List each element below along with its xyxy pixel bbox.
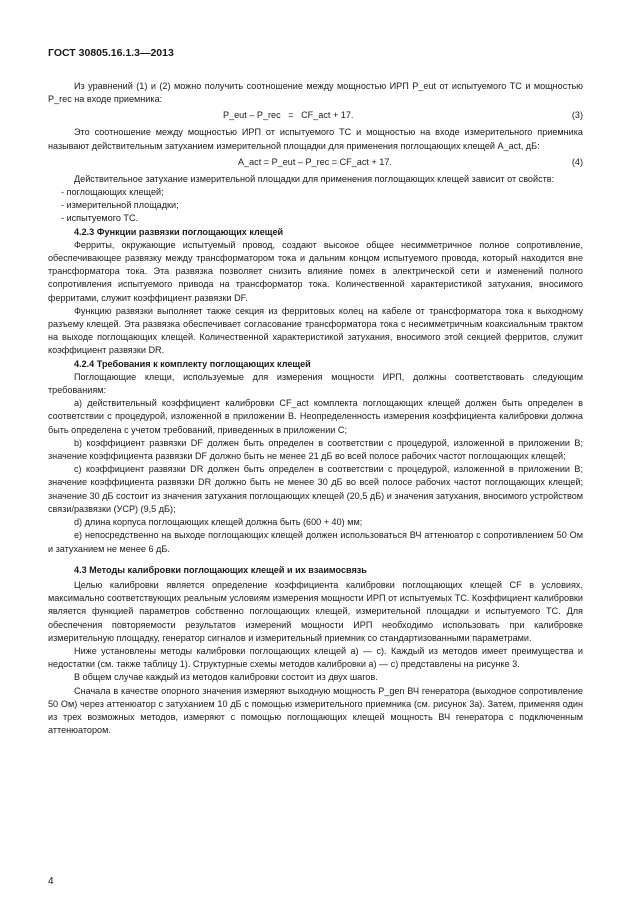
section-heading-4-3: 4.3 Методы калибровки поглощающих клещей и их взаимосвязь bbox=[74, 564, 367, 575]
requirement-e: е) непосредственно на выходе поглощающих клещей должен использоваться ВЧ аттенюатор с сопротивлением 50 Ом и затуханием не менее 6 дБ. bbox=[48, 530, 583, 554]
requirement-b: b) коэффициент развязки DF должен быть определен в соответствии с процедурой, изложенной в приложении В; значение коэффициента развязки DF должно быть не менее 21 дБ во всей полосе рабочих частот поглощающих клещей; bbox=[48, 437, 583, 462]
list-item: - испытуемого ТС. bbox=[61, 213, 139, 224]
requirement-a: а) действительный коэффициент калибровки CF_act комплекта поглощающих клещей должен быть определен в соответствии с процедурой, изложенной в приложении В. Неопределенность измерения коэффициента калибровки должна быть определена с учетом требований, приведенных в приложении С; bbox=[48, 398, 583, 435]
equation-expression: A_act = P_eut – P_rec = CF_act + 17. bbox=[238, 156, 392, 167]
section-heading-4-2-3: 4.2.3 Функции развязки поглощающих клещей bbox=[74, 226, 284, 237]
paragraph: Ниже установлены методы калибровки поглощающих клещей а) — с). Каждый из методов имеет преимущества и недостатки (см. также таблицу 1). Структурные схемы методов калибровки а) — с) представлены на рисунке 3. bbox=[48, 645, 583, 670]
paragraph: Ферриты, окружающие испытуемый провод, создают высокое общее несимметричное полное сопротивление, обеспечивающее развязку между трансформатором тока и дальним концом испытуемого провода, который находится вне трансформатора тока. Эта развязка позволяет снизить влияние помех в электрической сети и изменений полного сопротивления испытуемого привода на трансформатор тока. Количественной характеристикой затухания, вносимого ферритами, служит коэффициент развязки DF. bbox=[48, 239, 583, 303]
equation-number: (3) bbox=[571, 110, 583, 121]
section-heading-4-2-4: 4.2.4 Требования к комплекту поглощающих клещей bbox=[74, 358, 311, 369]
standard-header: ГОСТ 30805.16.1.3—2013 bbox=[48, 47, 174, 59]
list-item: - поглощающих клещей; bbox=[61, 187, 164, 198]
list-item: - измерительной площадки; bbox=[61, 200, 179, 211]
page-number: 4 bbox=[48, 876, 54, 887]
paragraph: Действительное затухание измерительной площадки для применения поглощающих клещей зависит от свойств: bbox=[74, 173, 555, 184]
paragraph: Из уравнений (1) и (2) можно получить соотношение между мощностью ИРП P_eut от испытуемого ТС и мощностью P_rec на входе приемника: bbox=[48, 81, 583, 105]
paragraph: Поглощающие клещи, используемые для измерения мощности ИРП, должны соответствовать следующим требованиям: bbox=[48, 371, 583, 396]
equation-3 bbox=[48, 108, 583, 124]
requirement-c: с) коэффициент развязки DR должен быть определен в соответствии с процедурой, изложенной в приложении В; значение коэффициента развязки DR должно быть не менее 30 дБ во всей полосе рабочих частот поглощающих клещей; значение 30 дБ состоит из значения затухания поглощающих клещей (20,5 дБ) и значения затухания, вносимого устройством связи/развязки (УСР) (9,5 дБ); bbox=[48, 464, 583, 514]
requirement-d: d) длина корпуса поглощающих клещей должна быть (600 + 40) мм; bbox=[74, 517, 363, 528]
paragraph: Сначала в качестве опорного значения измеряют выходную мощность P_gen ВЧ генератора (выходное сопротивление 50 Ом) через аттенюатор с затуханием 10 дБ с помощью измерительного приемника (см. рисунок 3а). Затем, применяя один из трех возможных методов, измеряют с помощью поглощающих клещей мощность ВЧ генератора с подключенным аттенюатором. bbox=[48, 685, 583, 736]
paragraph: Целью калибровки является определение коэффициента калибровки поглощающих клещей CF в условиях, максимально соответствующих реальным условиям измерения мощности ИРП от испытуемых ТС. Коэффициент калибровки является функцией параметров собственно поглощающих клещей, измерительной площадки и испытуемого ТС. Для обеспечения повторяемости результатов измерений мощности ИРП необходимо использовать при калибровке измерительную площадку, генератор сигналов и измерительный приемник со стандартизованными параметрами. bbox=[48, 579, 583, 643]
equation-number: (4) bbox=[571, 156, 583, 167]
document-body bbox=[48, 80, 583, 737]
paragraph: Функцию развязки выполняет также секция из ферритовых колец на кабеле от трансформатора тока к выходному разъему клещей. Эта развязка обеспечивает согласование трансформатора тока с несимметричным коаксиальным трактом на выходе поглощающих клещей. Количественной характеристикой затухания, вносимого этой секцией ферритов, служит коэффициент развязки DR. bbox=[48, 305, 583, 356]
paragraph: В общем случае каждый из методов калибровки состоит из двух шагов. bbox=[74, 672, 378, 683]
equation-4 bbox=[48, 155, 583, 171]
paragraph: Это соотношение между мощностью ИРП от испытуемого ТС и мощностью на входе измерительного приемника называют действительным затуханием измерительной площадки для применения поглощающих клещей A_act, дБ: bbox=[48, 127, 583, 151]
equation-expression: P_eut – P_rec = CF_act + 17. bbox=[223, 110, 354, 121]
